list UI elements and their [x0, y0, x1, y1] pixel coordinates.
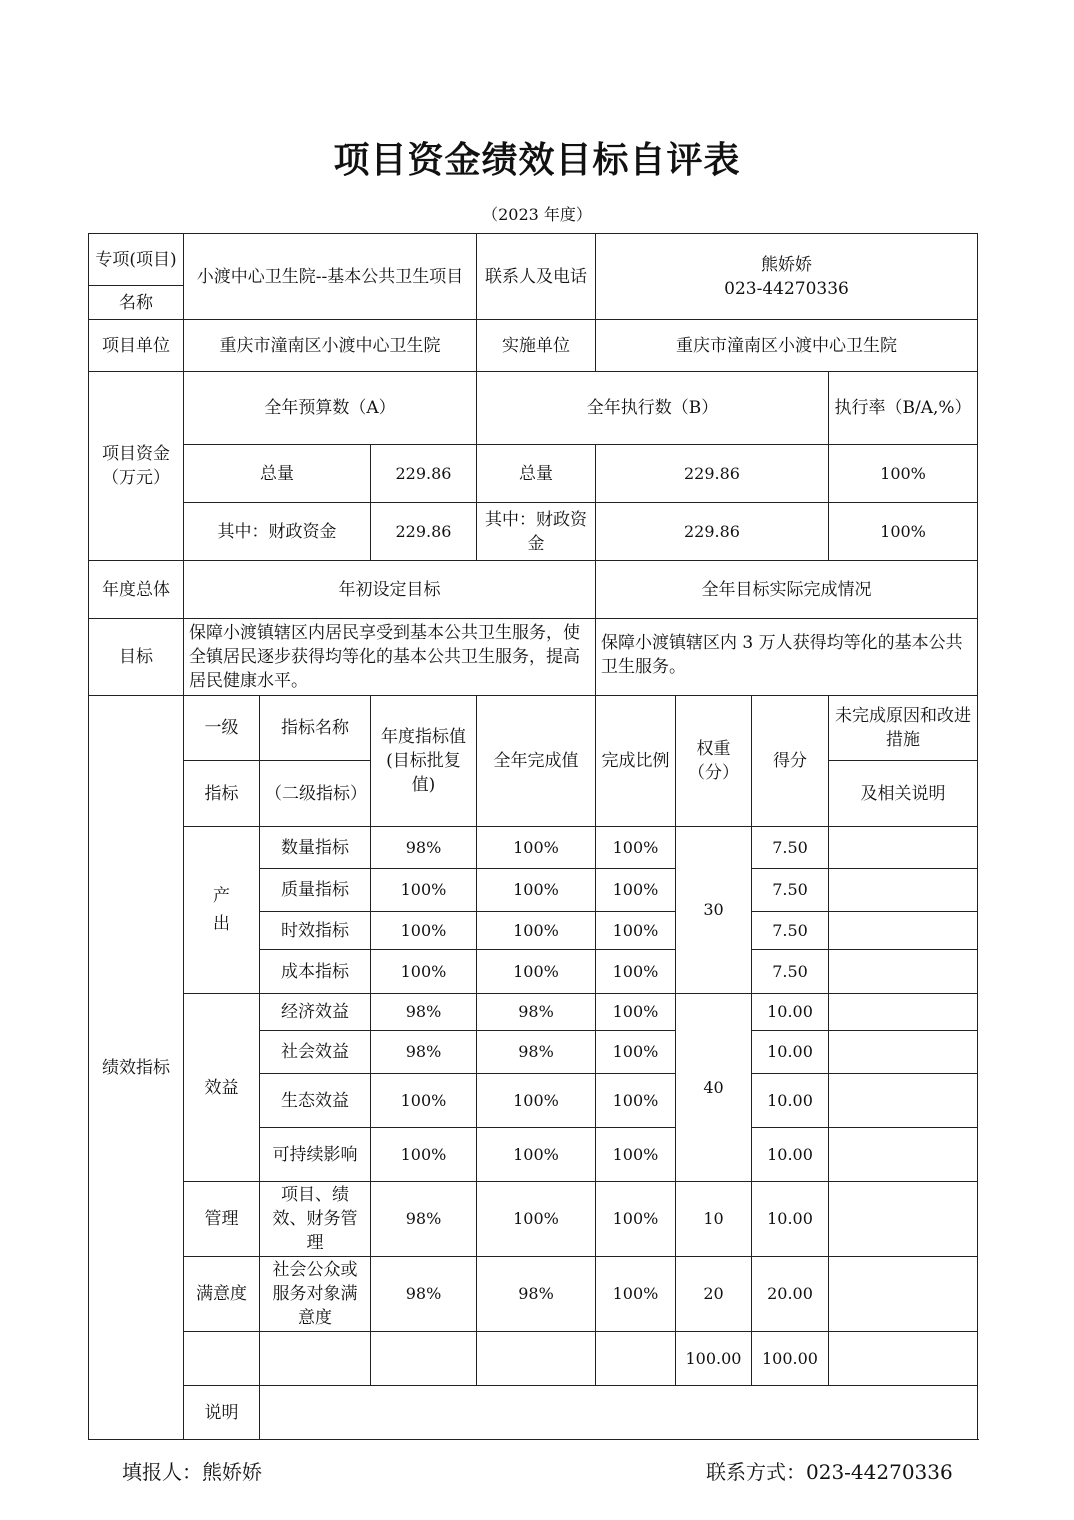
indicator-name: 数量指标: [260, 827, 371, 869]
indicator-completed: 98%: [477, 994, 596, 1031]
indicator-reason: [829, 1182, 978, 1257]
indicator-ratio: 100%: [596, 1257, 676, 1332]
fiscal-budget: 229.86: [371, 503, 477, 561]
indicator-score: 7.50: [752, 912, 829, 950]
indicator-target: 98%: [371, 1182, 477, 1257]
project-unit-value: 重庆市潼南区小渡中心卫生院: [184, 320, 477, 372]
indicator-weight: 20: [676, 1257, 752, 1332]
contact-phone: 023-44270336: [724, 278, 849, 299]
initial-goal-text: 保障小渡镇辖区内居民享受到基本公共卫生服务，使全镇居民逐步获得均等化的基本公共卫生服务，提高居民健康水平。: [184, 619, 596, 696]
col-score: 得分: [752, 696, 829, 827]
contact-name: 熊娇娇: [761, 254, 813, 275]
col-level-1: 一级: [184, 696, 260, 761]
indicator-weight: 40: [676, 994, 752, 1182]
project-name-value: 小渡中心卫生院--基本公共卫生项目: [184, 234, 477, 320]
project-name-label: 专项(项目): [89, 234, 184, 286]
note-label: 说明: [184, 1386, 260, 1440]
indicator-name: 生态效益: [260, 1074, 371, 1128]
indicators-label: 绩效指标: [89, 696, 184, 1440]
indicator-target: 98%: [371, 1031, 477, 1074]
indicator-name: 可持续影响: [260, 1128, 371, 1182]
indicator-completed: 98%: [477, 1257, 596, 1332]
total-budget: 229.86: [371, 445, 477, 503]
col-target: 年度指标值(目标批复值): [371, 696, 477, 827]
indicator-reason: [829, 1128, 978, 1182]
note-value: [260, 1386, 978, 1440]
total-exec-label: 总量: [477, 445, 596, 503]
fiscal-label: 其中：财政资金: [184, 503, 371, 561]
project-name-label-2: 名称: [89, 286, 184, 320]
level-output: 产出: [184, 827, 260, 994]
indicator-target: 100%: [371, 1128, 477, 1182]
indicator-ratio: 100%: [596, 1074, 676, 1128]
indicator-ratio: 100%: [596, 950, 676, 994]
indicator-completed: 100%: [477, 912, 596, 950]
indicator-ratio: 100%: [596, 869, 676, 912]
indicator-score: 10.00: [752, 994, 829, 1031]
contact-label: 联系人及电话: [477, 234, 596, 320]
col-ratio: 完成比例: [596, 696, 676, 827]
col-level-2: 指标: [184, 761, 260, 827]
totals-row: [89, 1332, 978, 1386]
indicator-completed: 100%: [477, 1182, 596, 1257]
rate-header: 执行率（B/A,%）: [829, 372, 978, 445]
total-weight: 100.00: [676, 1332, 752, 1386]
fiscal-rate: 100%: [829, 503, 978, 561]
contact-value: [596, 234, 978, 320]
indicator-target: 100%: [371, 912, 477, 950]
initial-goal-header: 年初设定目标: [184, 561, 596, 619]
table-row: [89, 1182, 978, 1257]
project-unit-label: 项目单位: [89, 320, 184, 372]
indicator-reason: [829, 1031, 978, 1074]
indicator-name: 社会公众或服务对象满意度: [260, 1257, 371, 1332]
indicator-target: 100%: [371, 869, 477, 912]
total-exec: 229.86: [596, 445, 829, 503]
indicator-target: 98%: [371, 1257, 477, 1332]
col-weight: 权重（分）: [676, 696, 752, 827]
indicator-target: 100%: [371, 1074, 477, 1128]
budget-header: 全年预算数（A）: [184, 372, 477, 445]
indicator-completed: 100%: [477, 1074, 596, 1128]
col-name-1: 指标名称: [260, 696, 371, 761]
indicator-ratio: 100%: [596, 1031, 676, 1074]
indicator-score: 10.00: [752, 1128, 829, 1182]
impl-unit-value: 重庆市潼南区小渡中心卫生院: [596, 320, 978, 372]
indicator-score: 7.50: [752, 950, 829, 994]
level-satisfaction: 满意度: [184, 1257, 260, 1332]
total-rate: 100%: [829, 445, 978, 503]
indicator-completed: 100%: [477, 950, 596, 994]
indicator-score: 7.50: [752, 869, 829, 912]
indicator-score: 20.00: [752, 1257, 829, 1332]
fiscal-exec: 229.86: [596, 503, 829, 561]
col-completed: 全年完成值: [477, 696, 596, 827]
indicator-reason: [829, 1074, 978, 1128]
indicator-name: 项目、绩效、财务管理: [260, 1182, 371, 1257]
indicator-target: 98%: [371, 827, 477, 869]
indicator-completed: 100%: [477, 869, 596, 912]
indicator-score: 10.00: [752, 1074, 829, 1128]
impl-unit-label: 实施单位: [477, 320, 596, 372]
indicator-target: 98%: [371, 994, 477, 1031]
indicator-name: 成本指标: [260, 950, 371, 994]
year-label: （2023 年度）: [482, 205, 592, 224]
indicator-name: 社会效益: [260, 1031, 371, 1074]
indicator-reason: [829, 827, 978, 869]
funds-label: 项目资金（万元）: [89, 372, 184, 561]
col-name-2: （二级指标）: [260, 761, 371, 827]
level-benefit: 效益: [184, 994, 260, 1182]
level-management: 管理: [184, 1182, 260, 1257]
indicator-score: 10.00: [752, 1182, 829, 1257]
goal-label: 目标: [89, 619, 184, 696]
indicator-reason: [829, 912, 978, 950]
filler-label: 填报人：熊娇娇: [122, 1460, 262, 1484]
indicator-completed: 100%: [477, 827, 596, 869]
indicator-ratio: 100%: [596, 1128, 676, 1182]
indicator-name: 经济效益: [260, 994, 371, 1031]
overall-label: 年度总体: [89, 561, 184, 619]
indicator-reason: [829, 950, 978, 994]
indicator-name: 质量指标: [260, 869, 371, 912]
indicator-reason: [829, 869, 978, 912]
indicator-ratio: 100%: [596, 994, 676, 1031]
actual-goal-text: 保障小渡镇辖区内 3 万人获得均等化的基本公共卫生服务。: [596, 619, 978, 696]
fiscal-exec-label: 其中：财政资金: [477, 503, 596, 561]
total-score: 100.00: [752, 1332, 829, 1386]
indicator-name: 时效指标: [260, 912, 371, 950]
indicator-score: 10.00: [752, 1031, 829, 1074]
actual-goal-header: 全年目标实际完成情况: [596, 561, 978, 619]
exec-header: 全年执行数（B）: [477, 372, 829, 445]
col-reason-2: 及相关说明: [829, 761, 978, 827]
table-row: [89, 994, 978, 1031]
page-title: 项目资金绩效目标自评表: [333, 139, 741, 181]
col-reason-1: 未完成原因和改进措施: [829, 696, 978, 761]
indicator-completed: 98%: [477, 1031, 596, 1074]
indicator-weight: 10: [676, 1182, 752, 1257]
indicator-target: 100%: [371, 950, 477, 994]
indicator-score: 7.50: [752, 827, 829, 869]
indicator-weight: 30: [676, 827, 752, 994]
indicator-completed: 100%: [477, 1128, 596, 1182]
footer-contact: 联系方式：023-44270336: [706, 1460, 953, 1484]
indicator-ratio: 100%: [596, 1182, 676, 1257]
indicator-ratio: 100%: [596, 912, 676, 950]
indicator-reason: [829, 1257, 978, 1332]
total-label: 总量: [184, 445, 371, 503]
table-row: [89, 827, 978, 869]
indicator-reason: [829, 994, 978, 1031]
indicator-ratio: 100%: [596, 827, 676, 869]
table-row: [89, 1257, 978, 1332]
evaluation-table: [88, 233, 978, 1440]
